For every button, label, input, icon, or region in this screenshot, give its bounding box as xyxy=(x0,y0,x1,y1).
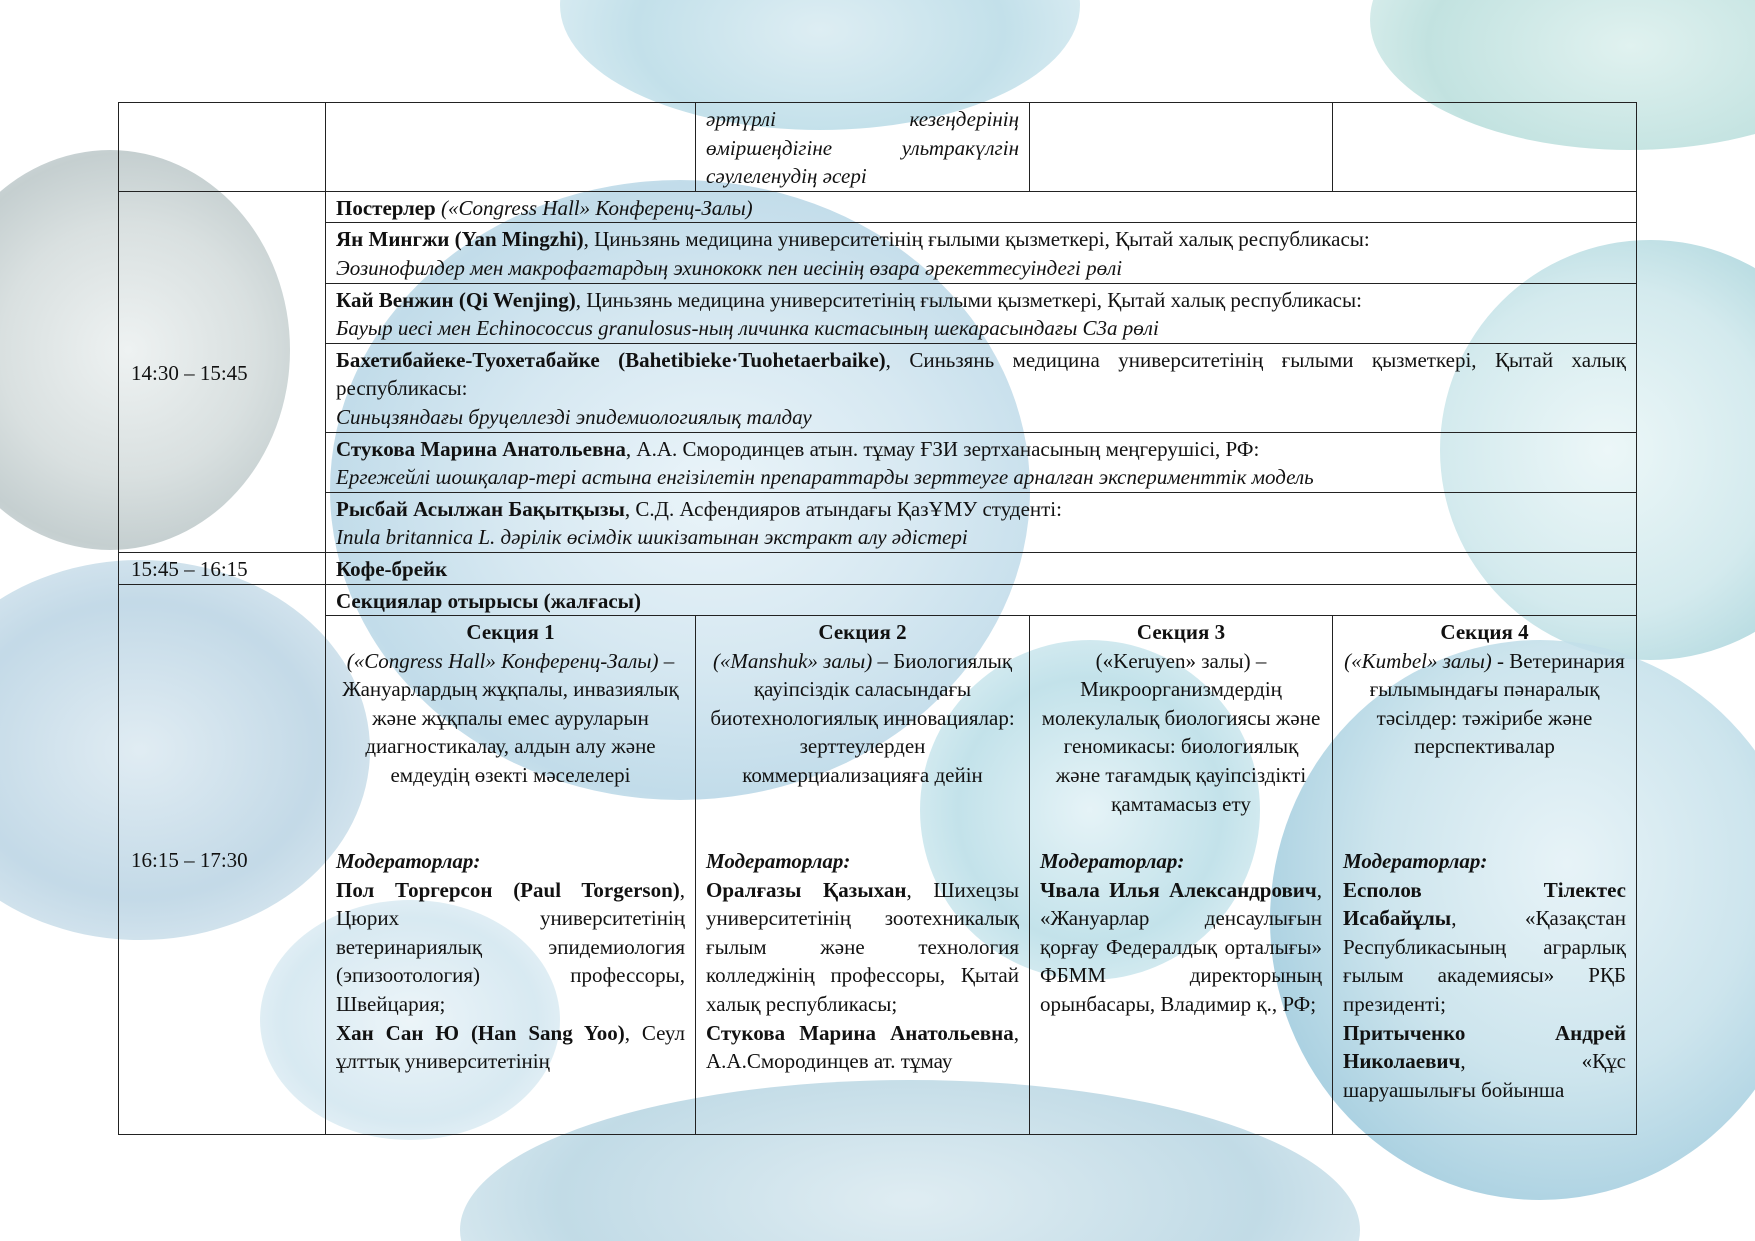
moderator-name: Пол Торгерсон (Paul Torgerson) xyxy=(336,877,680,902)
section-dash: – xyxy=(1250,648,1267,673)
poster-affiliation: , Синьзянь медицина университетінің ғылыми қызметкері, Қытай халық республикасы: xyxy=(336,347,1626,401)
poster-affiliation: , Циньзянь медицина университетінің ғылыми қызметкері, Қытай халық республикасы: xyxy=(583,227,1370,252)
posters-title: Постерлер xyxy=(336,195,436,220)
section-theme: Микроорганизмдердің молекулалық биологиясы және геномикасы: биологиялық және тағамдық қауіпсіздікті қамтамасыз ету xyxy=(1041,677,1321,816)
moderator-details: , Цюрих университетінің ветеринариялық эпидемиология (эпизоотология) профессоры, Швейцария; xyxy=(336,877,685,1017)
section-1-header xyxy=(336,618,685,847)
section1-cell-empty xyxy=(326,103,696,192)
moderator-entry xyxy=(1343,876,1626,1019)
section-1-cell xyxy=(326,616,696,1135)
moderator-name: Чвала Илья Александрович xyxy=(1040,877,1317,902)
moderator-name: Притыченко Андрей Николаевич xyxy=(1343,1020,1626,1074)
poster-topic: Inula britannica L. дәрілік өсімдік шикізатынан экстракт алу әдістері xyxy=(336,525,968,550)
table-row-posters-header xyxy=(119,191,1637,223)
moderator-details: , Шихецзы университетінің зоотехникалық ғылым және технология колледжінің профессоры, Қытай халық республикасы; xyxy=(706,877,1019,1017)
moderator-entry xyxy=(1343,1019,1626,1105)
section-venue: («Keruyen» залы) xyxy=(1095,648,1251,673)
poster-author: Стукова Марина Анатольевна xyxy=(336,436,626,461)
section-dash: - xyxy=(1491,648,1510,673)
moderator-details: , Сеул ұлттық университетінің xyxy=(336,1020,685,1074)
section-venue: («Manshuk» залы) xyxy=(712,648,873,673)
program-schedule xyxy=(118,102,1636,1135)
section-heading: Секция 1 xyxy=(466,620,555,645)
time-cell-coffee: 15:45 – 16:15 xyxy=(119,552,326,584)
poster-item xyxy=(119,432,1637,492)
poster-affiliation: , А.А. Смородинцев атын. тұмау ҒЗИ зертханасының меңгерушісі, РФ: xyxy=(625,436,1260,461)
section-dash: – xyxy=(658,648,675,673)
poster-affiliation: , Циньзянь медицина университетінің ғылыми қызметкері, Қытай халық республикасы: xyxy=(575,287,1362,312)
section3-cell-empty xyxy=(1030,103,1333,192)
time-cell-sessions: 16:15 – 17:30 xyxy=(119,584,326,1135)
table-row-sections xyxy=(119,616,1637,1135)
moderator-details: , «Құс шаруашылығы бойынша xyxy=(1343,1049,1626,1102)
moderators-label: Модераторлар: xyxy=(1343,849,1488,874)
section-venue: («Congress Hall» Конференц-Залы) xyxy=(346,648,659,673)
moderators-label: Модераторлар: xyxy=(706,849,851,874)
poster-item xyxy=(119,283,1637,343)
poster-affiliation: , С.Д. Асфендияров атындағы ҚазҰМУ студенті: xyxy=(624,496,1062,521)
section4-cell-empty xyxy=(1333,103,1637,192)
table-row-coffee-break xyxy=(119,552,1637,584)
moderators-label: Модераторлар: xyxy=(336,849,481,874)
moderator-name: Стукова Марина Анатольевна xyxy=(706,1020,1014,1045)
moderator-details: , А.А.Смородинцев ат. тұмау xyxy=(706,1020,1019,1074)
moderators-label: Модераторлар: xyxy=(1040,849,1185,874)
moderator-name: Есполов Тілектес Исабайұлы xyxy=(1343,877,1626,931)
section-3-cell xyxy=(1030,616,1333,1135)
poster-author: Кай Венжин (Qi Wenjing) xyxy=(336,287,576,312)
section-theme: Биологиялық қауіпсіздік саласындағы биотехнологиялық инновациялар: зерттеулерден коммерциализацияға дейін xyxy=(710,648,1015,788)
poster-author: Ян Мингжи (Yan Mingzhi) xyxy=(336,227,584,252)
section-4-header xyxy=(1343,618,1626,847)
schedule-table xyxy=(118,102,1637,1135)
moderator-name: Оралғазы Қазыхан xyxy=(706,877,907,902)
poster-topic: Бауыр иесі мен Echinococcus granulosus-ның личинка кистасының шекарасындағы C3a рөлі xyxy=(336,316,1159,341)
poster-author: Рысбай Асылжан Бақытқызы xyxy=(336,496,625,521)
moderator-entry xyxy=(1040,876,1322,1019)
section-2-cell xyxy=(696,616,1030,1135)
poster-item xyxy=(119,223,1637,283)
moderator-entry xyxy=(706,1019,1019,1076)
poster-item xyxy=(119,492,1637,552)
sessions-title: Секциялар отырысы (жалғасы) xyxy=(326,584,1637,616)
poster-topic: Синьцзяндағы бруцеллезді эпидемиологиялық талдау xyxy=(336,404,812,429)
posters-venue: («Congress Hall» Конференц-Залы) xyxy=(440,195,753,220)
section-heading: Секция 3 xyxy=(1136,620,1226,645)
poster-item xyxy=(119,343,1637,432)
section-3-header xyxy=(1040,618,1322,847)
moderator-entry xyxy=(706,876,1019,1019)
section-dash: – xyxy=(872,648,894,673)
section2-continuation-topic: әртүрлі кезеңдерінің өміршеңдігіне ультракүлгін сәулеленудің әсері xyxy=(696,103,1030,192)
section-heading: Секция 2 xyxy=(818,620,907,645)
time-cell-empty xyxy=(119,103,326,192)
coffee-break-label: Кофе-брейк xyxy=(326,552,1637,584)
moderator-name: Хан Сан Ю (Han Sang Yoo) xyxy=(336,1020,625,1045)
section-venue: («Kumbel» залы) xyxy=(1344,648,1492,673)
moderator-details: , «Жануарлар денсаулығын қорғау Федералдық орталығы» ФБММ директорының орынбасары, Владимир қ., РФ; xyxy=(1040,877,1322,1017)
table-row-continuation xyxy=(119,103,1637,192)
poster-topic: Ергежейлі шошқалар-тері астына енгізілетін препараттарды зерттеуге арналған эксперименттік модель xyxy=(336,465,1314,490)
moderator-details: , «Қазақстан Республикасының аграрлық ғылым академиясы» РҚБ президенті; xyxy=(1343,906,1626,1017)
moderator-entry xyxy=(336,1019,685,1076)
time-cell-posters: 14:30 – 15:45 xyxy=(119,191,326,552)
moderator-entry xyxy=(336,876,685,1019)
poster-topic: Эозинофилдер мен макрофагтардың эхинококк пен иесінің өзара әрекеттесуіндегі рөлі xyxy=(336,255,1123,280)
section-theme: Ветеринария ғылымындағы пәнаралық тәсілдер: тәжірибе және перспективалар xyxy=(1369,648,1625,759)
section-theme: Жануарлардың жұқпалы, инвазиялық және жұқпалы емес ауруларын диагностикалау, алдын алу және емдеудің өзекті мәселелері xyxy=(342,677,679,788)
posters-header xyxy=(326,191,1637,223)
section-4-cell xyxy=(1333,616,1637,1135)
poster-author: Бахетибайеке-Туохетабайке (Bahetibieke·Tuohetaerbaike) xyxy=(336,347,886,372)
section-heading: Секция 4 xyxy=(1440,620,1529,645)
section-2-header xyxy=(706,618,1019,847)
table-row-sessions-header xyxy=(119,584,1637,616)
